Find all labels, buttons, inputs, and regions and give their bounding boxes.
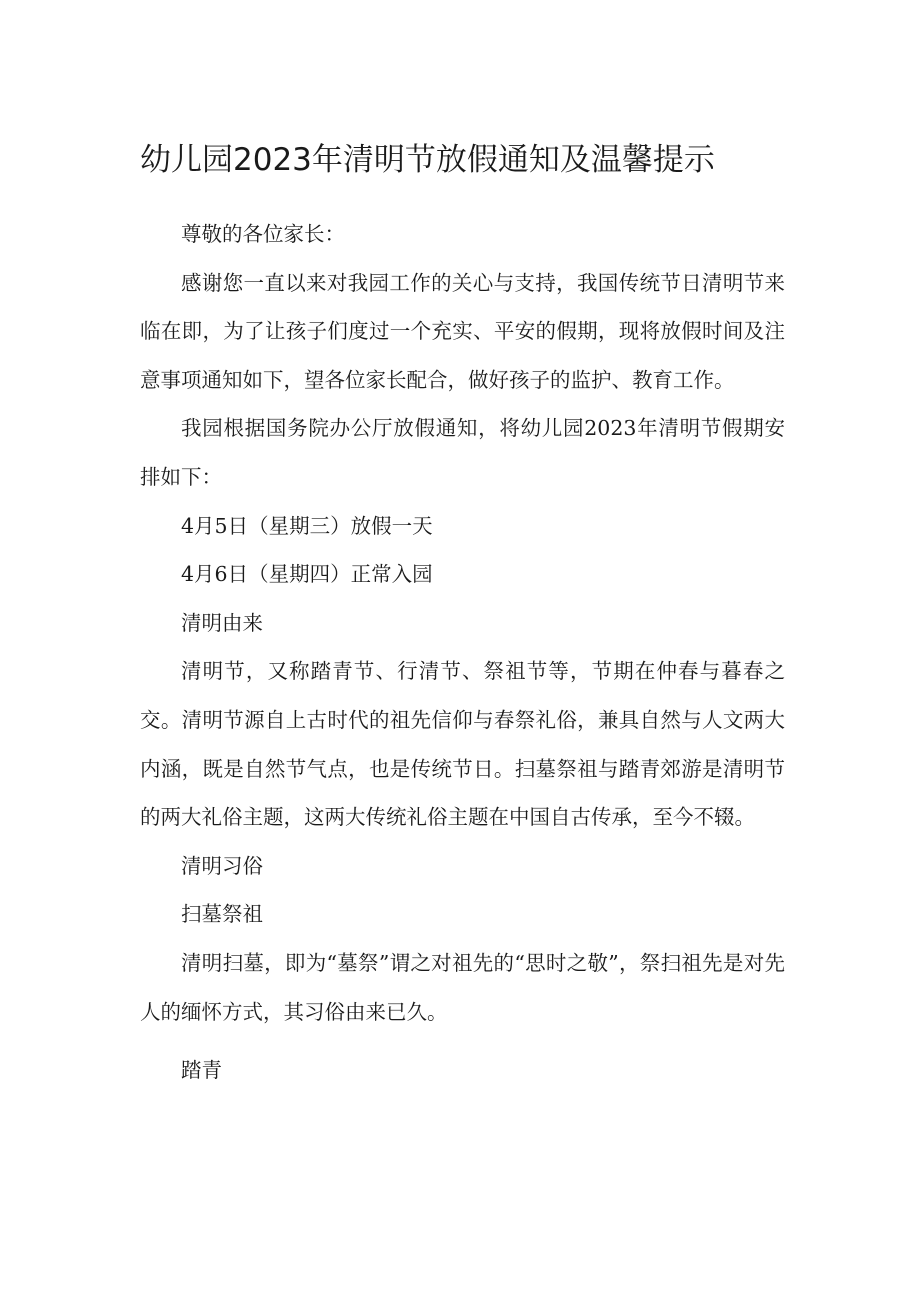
subheading-outing: 踏青 [181,1058,222,1083]
section-heading-origin: 清明由来 [181,610,263,635]
subheading-tomb-sweeping: 扫墓祭祖 [181,902,263,927]
document-title: 幼儿园2023年清明节放假通知及温馨提示 [140,142,715,178]
tomb-sweeping-paragraph: 清明扫墓，即为“墓祭”谓之对祖先的“思时之敬”，祭扫祖先是对先人的缅怀方式，其习俗由来已久。 [140,950,785,1024]
salutation: 尊敬的各位家长： [181,222,345,246]
document-body [140,210,785,1095]
schedule-intro-paragraph: 我园根据国务院办公厅放假通知，将幼儿园2023年清明节假期安排如下： [140,416,785,489]
holiday-date-line: 4月5日（星期三）放假一天 [181,513,433,538]
section-heading-customs: 清明习俗 [181,853,263,878]
return-date-line: 4月6日（星期四）正常入园 [181,562,433,587]
intro-paragraph: 感谢您一直以来对我园工作的关心与支持，我国传统节日清明节来临在即，为了让孩子们度过一个充实、平安的假期，现将放假时间及注意事项通知如下，望各位家长配合，做好孩子的监护、教育工作。 [140,270,785,392]
origin-paragraph: 清明节，又称踏青节、行清节、祭祖节等，节期在仲春与暮春之交。清明节源自上古时代的祖先信仰与春祭礼俗，兼具自然与人文两大内涵，既是自然节气点，也是传统节日。扫墓祭祖与踏青郊游是清明节的两大礼俗主题，这两大传统礼俗主题在中国自古传承，至今不辍。 [140,659,785,830]
